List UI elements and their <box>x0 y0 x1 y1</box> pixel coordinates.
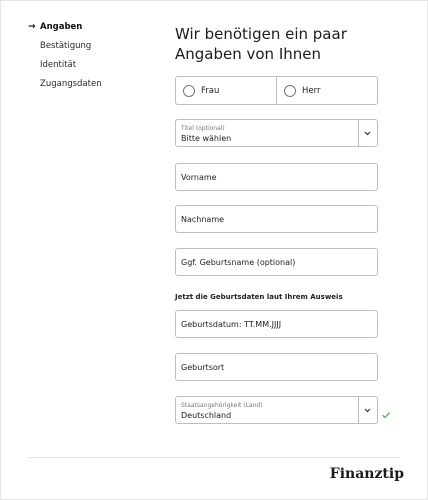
gender-option-frau[interactable] <box>176 77 276 104</box>
select-divider <box>358 397 359 423</box>
page-title: Wir benötigen ein paar Angaben von Ihnen <box>175 25 347 63</box>
birth-name-input[interactable] <box>175 248 378 276</box>
step-label: Bestätigung <box>40 41 92 51</box>
gender-label: Herr <box>302 85 321 96</box>
select-divider <box>358 120 359 146</box>
birth-place-input[interactable] <box>175 353 378 381</box>
radio-circle-icon[interactable] <box>284 85 296 97</box>
step-angaben[interactable] <box>28 22 102 32</box>
step-label: Angaben <box>40 22 83 32</box>
last-name-input[interactable] <box>175 205 378 233</box>
chevron-down-icon[interactable] <box>360 397 374 423</box>
birth-name-placeholder: Ggf. Geburtsname (optional) <box>181 257 296 267</box>
birth-place-placeholder: Geburtsort <box>181 362 225 372</box>
gender-radio-group <box>175 76 378 105</box>
birth-date-input[interactable] <box>175 310 378 338</box>
nationality-select-value: Deutschland <box>181 411 232 420</box>
step-bestaetigung[interactable] <box>28 41 102 51</box>
step-zugangsdaten[interactable] <box>28 79 102 89</box>
title-select-label: Titel (optional) <box>181 125 225 132</box>
title-select-value: Bitte wählen <box>181 134 232 143</box>
step-navigation <box>28 22 102 98</box>
gender-label: Frau <box>201 85 220 96</box>
gender-option-herr[interactable] <box>276 77 377 104</box>
birth-section-label: Jetzt die Geburtsdaten laut Ihrem Ausweis <box>175 293 343 301</box>
footer-divider <box>28 457 400 458</box>
step-label: Identität <box>40 60 77 70</box>
step-label: Zugangsdaten <box>40 79 102 89</box>
brand-logo: Finanztip <box>329 466 404 482</box>
nationality-select-label: Staatsangehörigkeit (Land) <box>181 402 263 409</box>
radio-circle-icon[interactable] <box>183 85 195 97</box>
step-identitaet[interactable] <box>28 60 102 70</box>
arrow-right-icon: → <box>28 22 36 32</box>
first-name-input[interactable] <box>175 163 378 191</box>
title-select[interactable] <box>175 119 378 147</box>
checkmark-icon <box>381 405 391 415</box>
birth-date-placeholder: Geburtsdatum: TT.MM.JJJJ <box>181 319 282 329</box>
chevron-down-icon[interactable] <box>360 120 374 146</box>
nationality-select[interactable] <box>175 396 378 424</box>
last-name-placeholder: Nachname <box>181 214 225 224</box>
first-name-placeholder: Vorname <box>181 172 217 182</box>
